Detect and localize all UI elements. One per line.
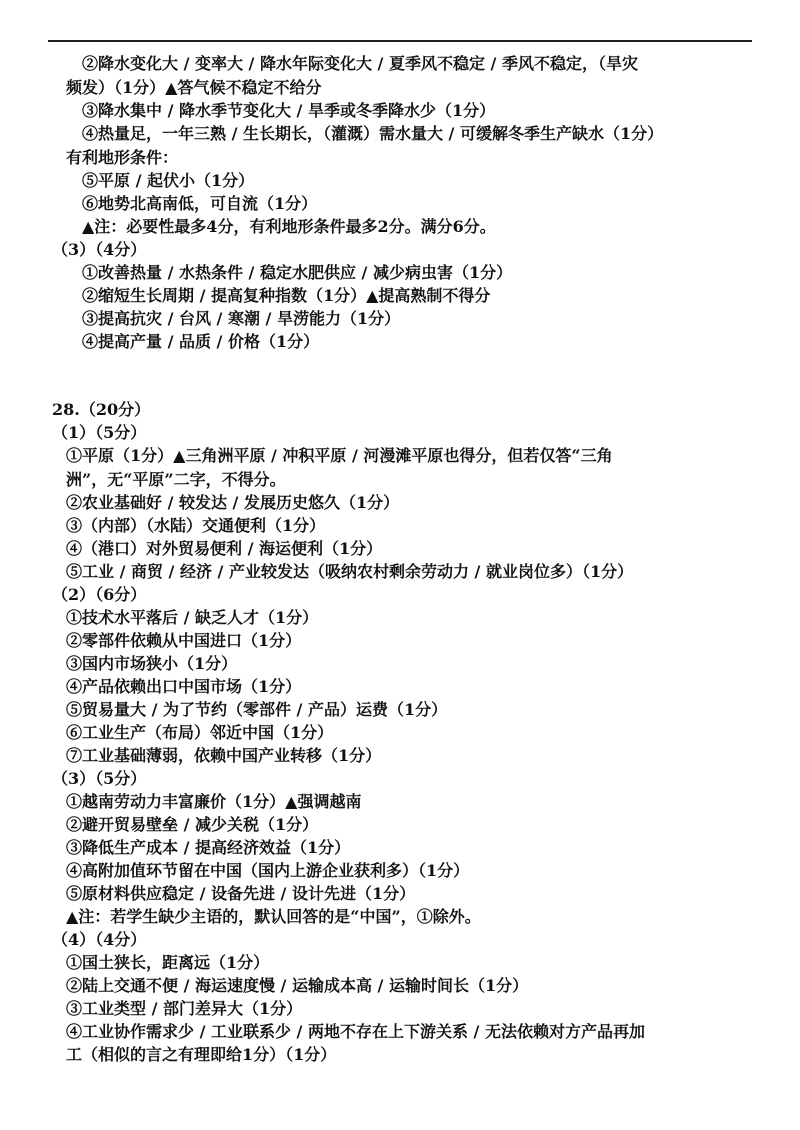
text-line: ④工业协作需求少 / 工业联系少 / 两地不存在上下游关系 / 无法依赖对方产品再加	[66, 1022, 645, 1041]
text-line: ②避开贸易壁垒 / 减少关税（1分）	[66, 815, 319, 834]
text-line: ②零部件依赖从中国进口（1分）	[66, 631, 302, 650]
note-line: ▲注：若学生缺少主语的，默认回答的是“中国”，①除外。	[66, 907, 481, 926]
text-line: ①国土狭长，距离远（1分）	[66, 953, 270, 972]
text-line: 频发）（1分）▲答气候不稳定不给分	[66, 78, 322, 97]
text-line: 有利地形条件：	[66, 148, 179, 167]
text-line: ⑤工业 / 商贸 / 经济 / 产业较发达（吸纳农村剩余劳动力 / 就业岗位多）（1分）	[66, 562, 634, 581]
subquestion-header: （4）（4分）	[52, 930, 147, 949]
text-line: ①平原（1分）▲三角洲平原 / 冲积平原 / 河漫滩平原也得分，但若仅答“三角	[66, 446, 613, 465]
text-line: 洲”，无“平原”二字，不得分。	[66, 470, 286, 489]
text-line: ③提高抗灾 / 台风 / 寒潮 / 旱涝能力（1分）	[82, 309, 401, 328]
text-line: ⑤原材料供应稳定 / 设备先进 / 设计先进（1分）	[66, 884, 416, 903]
text-line: ③降低生产成本 / 提高经济效益（1分）	[66, 838, 351, 857]
text-line: ④（港口）对外贸易便利 / 海运便利（1分）	[66, 539, 383, 558]
subquestion-header: （1）（5分）	[52, 423, 147, 442]
text-line: ②农业基础好 / 较发达 / 发展历史悠久（1分）	[66, 493, 400, 512]
text-line: ⑥地势北高南低，可自流（1分）	[82, 194, 318, 213]
text-line: ③国内市场狭小（1分）	[66, 654, 238, 673]
text-line: ②降水变化大 / 变率大 / 降水年际变化大 / 夏季风不稳定 / 季风不稳定，（旱灾	[82, 54, 638, 73]
text-line: ④高附加值环节留在中国（国内上游企业获利多）（1分）	[66, 861, 470, 880]
text-line: ③工业类型 / 部门差异大（1分）	[66, 999, 303, 1018]
question-header: 28.（20分）	[52, 400, 151, 419]
text-line: ①技术水平落后 / 缺乏人才（1分）	[66, 608, 319, 627]
text-line: ④提高产量 / 品质 / 价格（1分）	[82, 332, 320, 351]
text-line: ④热量足，一年三熟 / 生长期长，（灌溉）需水量大 / 可缓解冬季生产缺水（1分）	[82, 124, 664, 143]
text-line: ⑤平原 / 起伏小（1分）	[82, 171, 255, 190]
top-divider-line	[48, 40, 752, 42]
text-line: ⑦工业基础薄弱，依赖中国产业转移（1分）	[66, 746, 382, 765]
text-line: ③（内部）（水陆）交通便利（1分）	[66, 516, 326, 535]
text-line: ⑤贸易量大 / 为了节约（零部件 / 产品）运费（1分）	[66, 700, 448, 719]
note-line: ▲注：必要性最多4分，有利地形条件最多2分。满分6分。	[82, 217, 496, 236]
text-line: ①改善热量 / 水热条件 / 稳定水肥供应 / 减少病虫害（1分）	[82, 263, 513, 282]
text-line: 工（相似的言之有理即给1分）（1分）	[66, 1045, 337, 1064]
text-line: ②缩短生长周期 / 提高复种指数（1分）▲提高熟制不得分	[82, 286, 491, 305]
subquestion-header: （3）（4分）	[52, 240, 147, 259]
text-line: ②陆上交通不便 / 海运速度慢 / 运输成本高 / 运输时间长（1分）	[66, 976, 529, 995]
text-line: ④产品依赖出口中国市场（1分）	[66, 677, 302, 696]
subquestion-header: （2）（6分）	[52, 585, 147, 604]
subquestion-header: （3）（5分）	[52, 769, 147, 788]
text-line: ⑥工业生产（布局）邻近中国（1分）	[66, 723, 334, 742]
text-line: ③降水集中 / 降水季节变化大 / 旱季或冬季降水少（1分）	[82, 101, 496, 120]
text-line: ①越南劳动力丰富廉价（1分）▲强调越南	[66, 792, 362, 811]
